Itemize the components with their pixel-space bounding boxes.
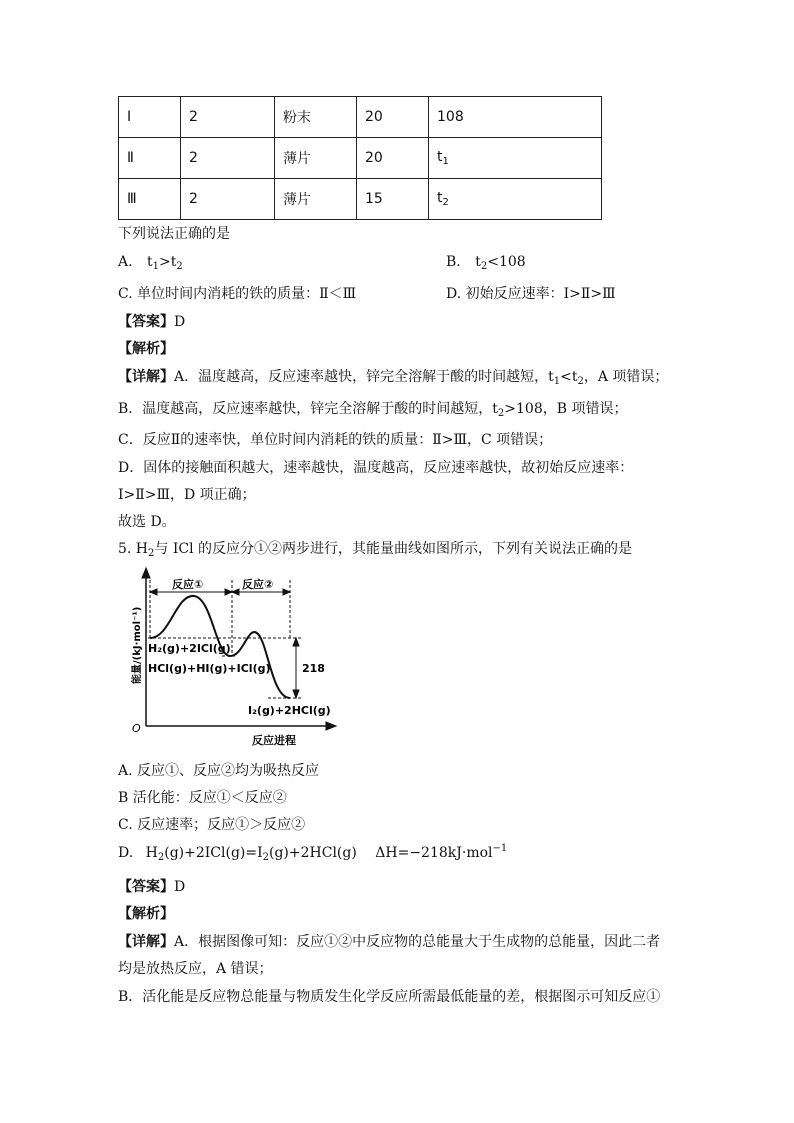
detail-c: C．反应Ⅱ的速率快，单位时间内消耗的铁的质量：Ⅱ>Ⅲ，C 项错误； [118,432,553,448]
option-enthalpy: ΔH=−218kJ·mol$^{-1}$ [375,843,508,861]
option-label: D. [118,845,134,861]
option-b [446,254,526,272]
table-cell: 15 [357,179,429,220]
table-cell: 2 [181,138,275,179]
option-text: $t_2<108$ [475,254,526,272]
table-cell: 2 [181,179,275,220]
option-d [118,843,507,863]
analysis-tag: 【解析】 [118,906,174,922]
answer-line [118,876,185,896]
detail-a [118,366,668,387]
option-c: C. 反应速率；反应①＞反应② [118,817,306,833]
y-axis-arrow [142,568,150,578]
option-label: A. [118,254,133,270]
energy-diagram [118,566,348,748]
origin-label: O [132,722,141,735]
table-cell: Ⅰ [119,97,181,138]
y-axis-label: 能量/(kJ·mol⁻¹) [132,606,143,684]
gap-label: 218 [302,662,325,675]
answer-tag: 【答案】 [118,314,174,330]
detail-text: A．温度越高，反应速率越快，锌完全溶解于酸的时间越短，$t_1<t_2$，A 项错误； [174,369,669,387]
question-stem [118,538,632,559]
table-cell: 2 [181,97,275,138]
option-d: D. 初始反应速率：Ⅰ>Ⅱ>Ⅲ [446,286,616,302]
detail-b [118,398,628,419]
table-cell: Ⅲ [119,179,181,220]
detail-b1: B．活化能是反应物总能量与物质发生化学反应所需最低能量的差，根据图示可知反应① [118,989,661,1005]
step1-label: 反应① [172,578,204,591]
detail-tag: 【详解】 [118,934,174,950]
table-cell: 20 [357,138,429,179]
table-cell [429,179,602,220]
product-label: I₂(g)+2HCl(g) [248,704,331,717]
option-equation: $H_2(g)+2ICl(g)=I_2(g)+2HCl(g)$ [145,845,357,863]
option-a [118,254,183,272]
x-axis-arrow [326,722,336,730]
subscript-value: $t_2$ [437,190,449,208]
step2-label: 反应② [242,578,274,591]
reactant-label: H₂(g)+2ICl(g) [148,642,231,655]
experiment-table [118,96,602,220]
conclusion: 故选 D。 [118,514,176,530]
question-prompt: 下列说法正确的是 [118,226,230,242]
detail-text: B．温度越高，反应速率越快，锌完全溶解于酸的时间越短，$t_2>108$，B 项错误； [118,401,628,419]
detail-d1: D．固体的接触面积越大，速率越快，温度越高，反应速率越快，故初始反应速率： [118,460,634,476]
detail-d2: Ⅰ>Ⅱ>Ⅲ，D 项正确； [118,487,256,503]
table-cell: 薄片 [275,179,357,220]
table-cell: 粉末 [275,97,357,138]
detail-a1 [118,931,660,951]
table-cell: 20 [357,97,429,138]
stem-text: 5. $H_2$与 ICl 的反应分①②两步进行，其能量曲线如图所示，下列有关说法正确的是 [118,541,633,559]
table-cell: 薄片 [275,138,357,179]
table-row [119,97,602,138]
option-a: A. 反应①、反应②均为吸热反应 [118,763,320,779]
table-row [119,179,602,220]
answer-value: D [174,879,186,895]
answer-line [118,311,185,331]
option-b: B 活化能：反应①＜反应② [118,790,287,806]
table-row [119,138,602,179]
answer-tag: 【答案】 [118,879,174,895]
detail-text: A．根据图像可知：反应①②中反应物的总能量大于生成物的总能量，因此二者 [174,934,661,950]
detail-tag: 【详解】 [118,369,174,385]
answer-value: D [174,314,186,330]
subscript-value: $t_1$ [437,149,449,167]
option-label: B. [446,254,461,270]
table-cell: 108 [429,97,602,138]
table-cell [429,138,602,179]
table-cell: Ⅱ [119,138,181,179]
x-axis-label: 反应进程 [252,734,296,747]
detail-a2: 均是放热反应，A 错误； [118,961,273,977]
option-text: $t_1>t_2$ [147,254,183,272]
intermediate-label: HCl(g)+HI(g)+ICl(g) [148,662,271,675]
option-c: C. 单位时间内消耗的铁的质量：Ⅱ＜Ⅲ [118,286,357,302]
analysis-tag: 【解析】 [118,341,174,357]
